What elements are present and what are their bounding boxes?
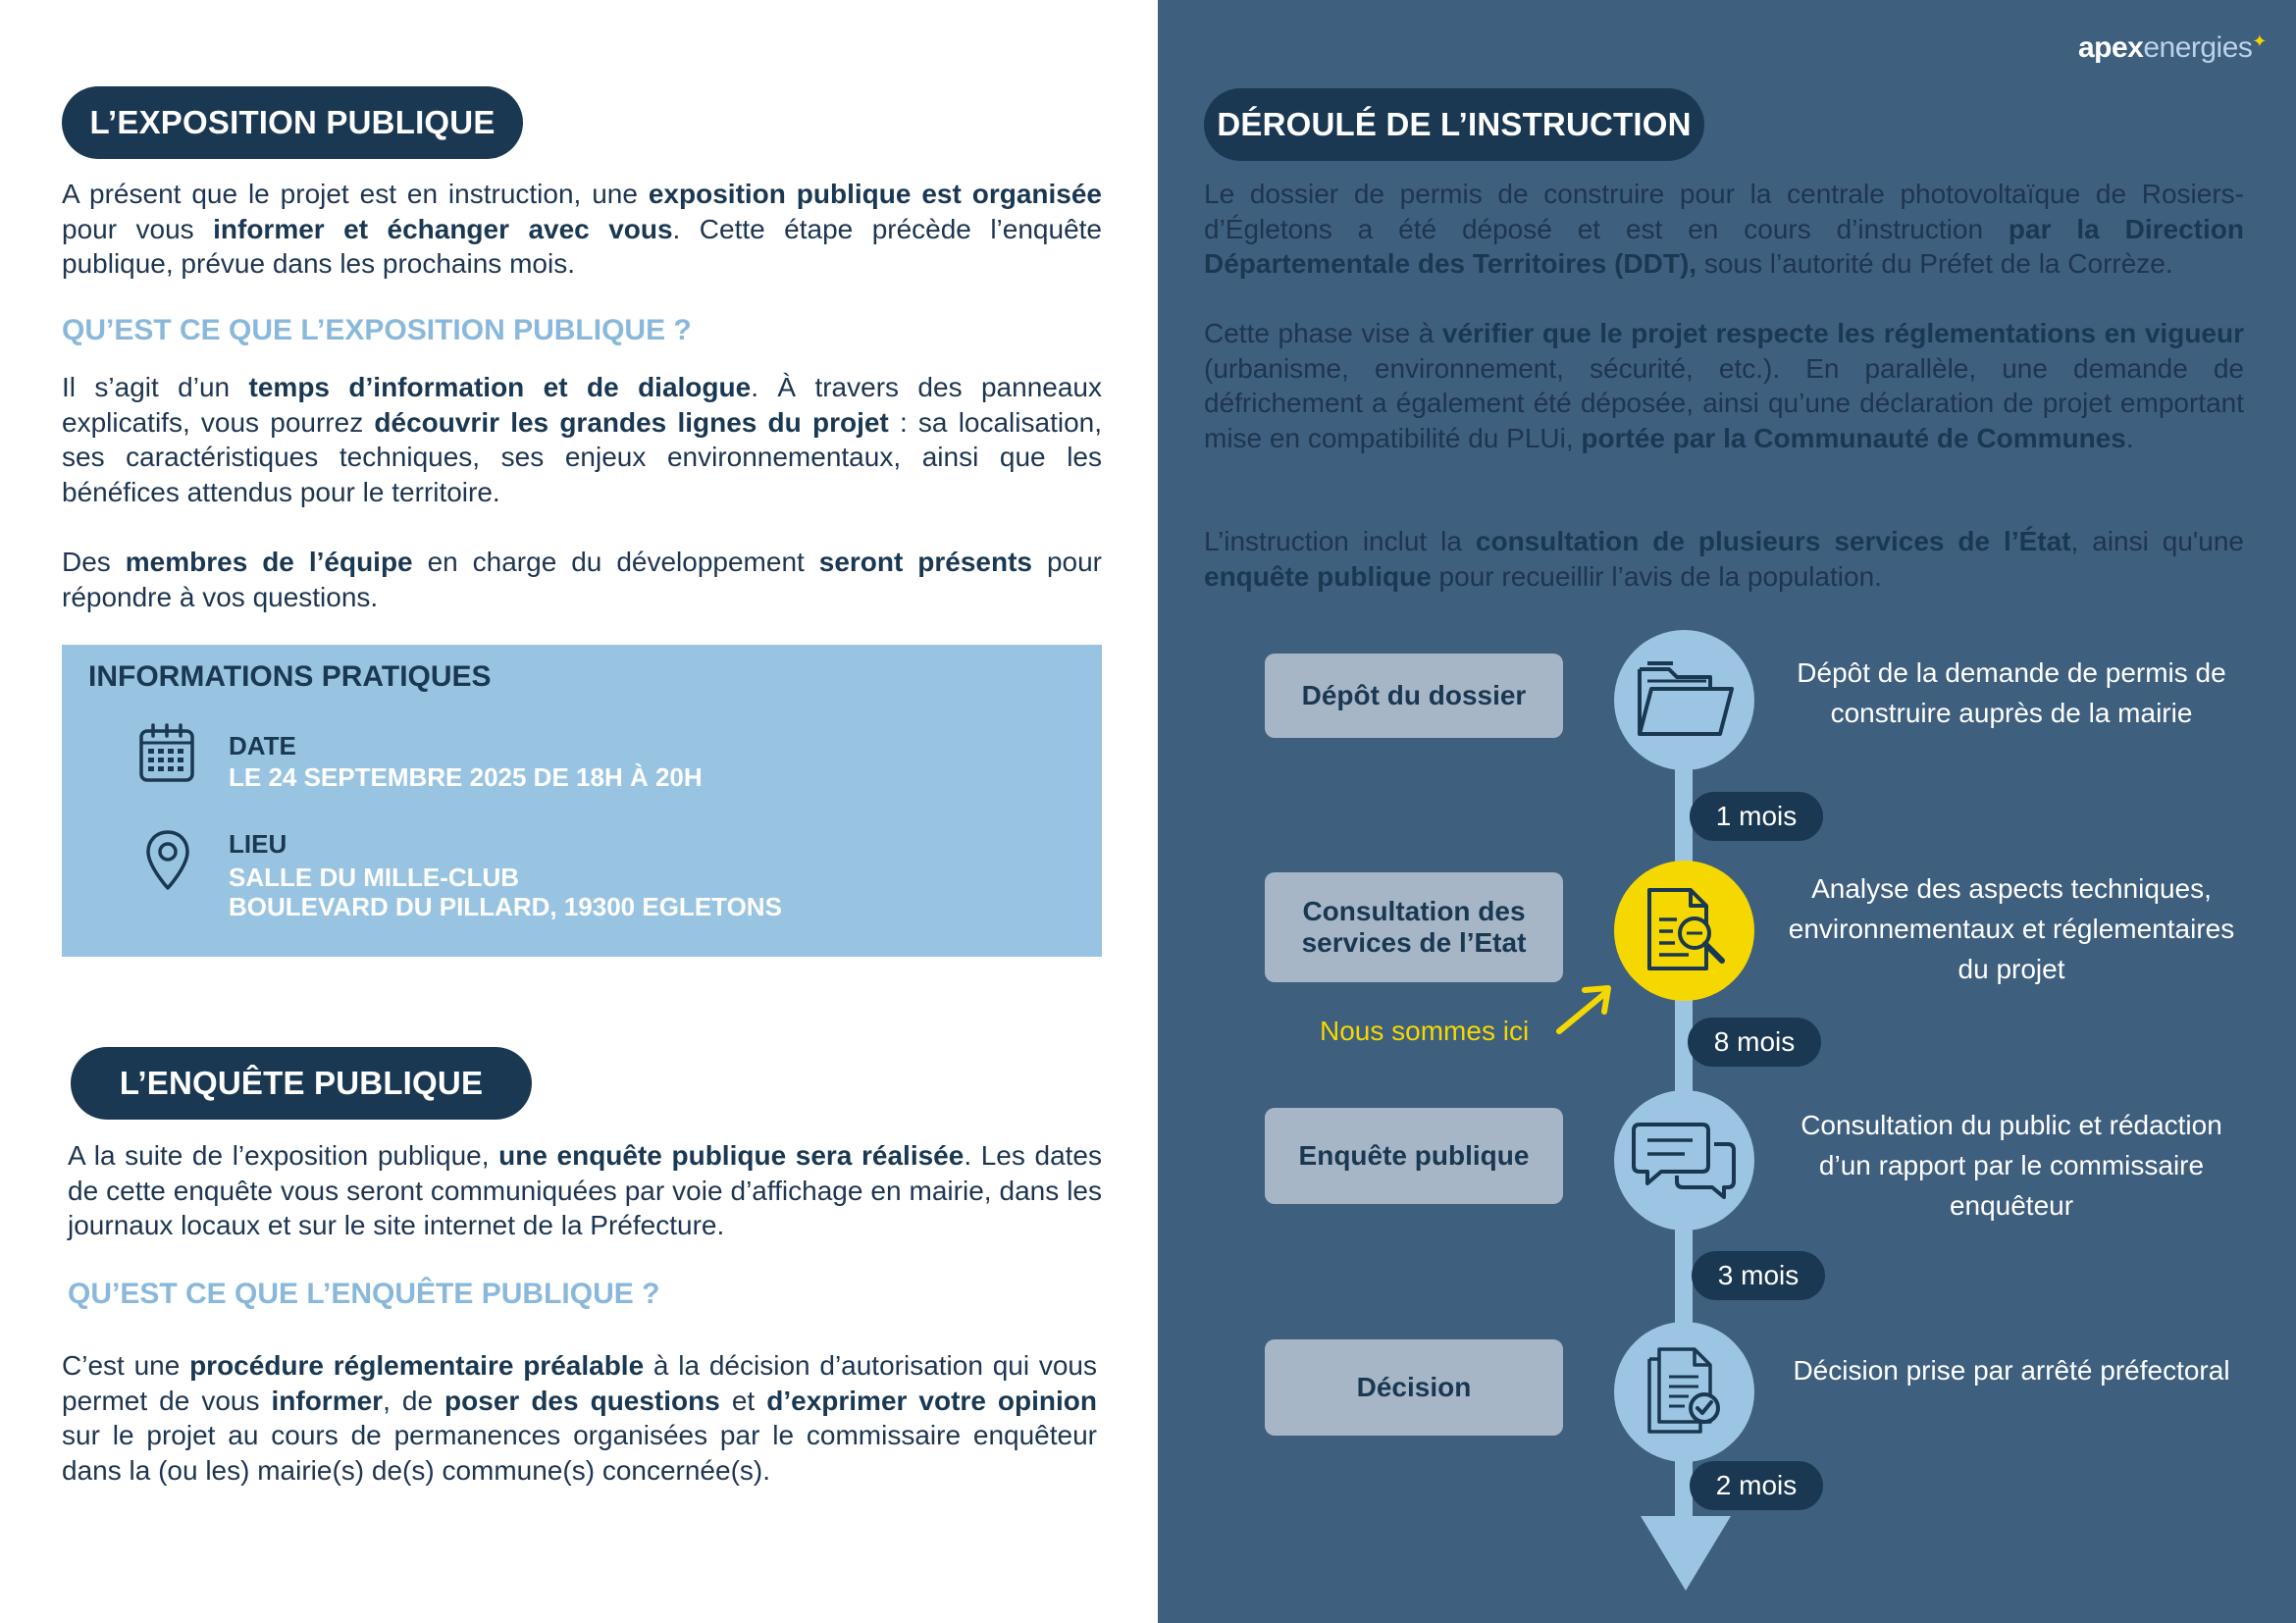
place-line2: BOULEVARD DU PILLARD, 19300 EGLETONS [229,892,782,921]
text-run: portée par la Communauté de Communes [1581,422,2126,453]
instruction-title: DÉROULÉ DE L’INSTRUCTION [1204,88,1704,161]
step-circle-consultation [1614,861,1754,1001]
text-run: seront présents [818,547,1032,577]
text-run: L’instruction inclut la [1204,526,1476,556]
exposition-title: L’EXPOSITION PUBLIQUE [62,86,523,159]
text-run: Le dossier de permis de construire pour la centrale photovoltaïque de Rosiers-d’Égletons a été déposé et est en cours d’instruction [1204,179,2244,244]
text-run: . À travers des panneaux explicatifs, vous pourrez [62,372,1102,438]
text-run: Il s’agit d’un [62,372,249,402]
enquete-answer [62,1348,1097,1488]
info-title: INFORMATIONS PRATIQUES [88,660,492,693]
step-box-consultation: Consultation des services de l’Etat [1265,872,1563,982]
text-run: sous l’autorité du Préfet de la Corrèze. [1696,248,2173,279]
date-label: DATE [229,731,296,760]
text-run: par la Direction Départementale des Territoires (DDT), [1204,213,2244,279]
exposition-intro [62,177,1102,282]
info-box [62,645,1102,957]
text-run: informer [271,1385,384,1416]
text-run: Des [62,547,126,577]
instruction-p2 [1204,316,2244,455]
text-run: : sa localisation, ses caractéristiques techniques, ses enjeux environnementaux, ainsi que les bénéfices attendus pour le territoire. [62,406,1102,507]
text-run: , ainsi qu'une [2070,526,2244,556]
text-run: vérifier que le projet respecte les réglementations en vigueur [1441,318,2244,348]
apex-logo [2078,31,2267,65]
logo-part1: apex [2077,31,2144,64]
step-desc-consultation: Analyse des aspects techniques, environnementaux et réglementaires du projet [1788,873,2235,984]
instruction-p3 [1204,524,2244,594]
exposition-team [62,545,1102,614]
text-run: . Les dates de cette enquête vous seront communiquées par voie d’affichage en mairie, dans les journaux locaux et sur le site internet de la Préfecture. [68,1140,1102,1240]
text-run: sur le projet au cours de permanences organisées par le commissaire enquêteur dans la (ou les) mairie(s) de(s) commune(s) concernée(s). [62,1420,1097,1486]
text-run: procédure réglementaire préalable [189,1350,645,1381]
logo-part2: energies [2143,31,2253,64]
text-run: en charge du développement [412,547,819,577]
text-run: A présent que le projet est en instruction, une [62,179,649,209]
step-circle-enquete [1614,1090,1754,1230]
place-line1: SALLE DU MILLE-CLUB [229,863,520,892]
spark-icon: ✦ [2252,31,2267,51]
text-run: d’exprimer votre opinion [766,1385,1097,1416]
text-run: membres de l’équipe [125,547,413,577]
duration-4: 2 mois [1690,1461,1823,1510]
text-run: (urbanisme, environnement, sécurité, etc.). En parallèle, une demande de défrichement a également été déposée, ainsi qu’une déclaration de projet emportant mise en compatibilité du PLUi, [1204,352,2244,453]
text-run: poser des questions [444,1385,720,1416]
enquete-title: L’ENQUÊTE PUBLIQUE [71,1047,532,1120]
step-desc-depot: Dépôt de la demande de permis de construire auprès de la mairie [1797,657,2226,728]
text-run: découvrir les grandes lignes du projet [374,406,889,438]
duration-3: 3 mois [1692,1251,1825,1300]
text-run: , de [383,1385,445,1416]
step-desc-decision: Décision prise par arrêté préfectoral [1793,1355,2230,1386]
text-run: enquête publique [1204,560,1432,592]
location-pin-icon [144,829,191,892]
calendar-icon [138,723,195,784]
text-run: une enquête publique sera réalisée [498,1140,965,1171]
text-run: et [719,1385,767,1416]
text-run: consultation de plusieurs services de l’État [1475,526,2071,556]
step-circle-decision [1614,1322,1754,1462]
text-run: exposition publique est organisée [648,179,1102,209]
exposition-question: QU’EST CE QUE L’EXPOSITION PUBLIQUE ? [62,314,692,346]
document-check-icon [1638,1345,1732,1440]
instruction-p1 [1204,177,2244,282]
step-circle-depot [1614,630,1754,770]
text-run: pour recueillir l’avis de la population. [1431,560,1882,592]
text-run: informer et échanger avec vous [213,213,673,244]
text-run: pour répondre à vos questions. [62,547,1102,612]
duration-1: 1 mois [1690,792,1823,841]
text-run: à la décision d’autorisation qui vous permet de vous [62,1350,1097,1416]
duration-2: 8 mois [1688,1018,1821,1067]
place-label: LIEU [229,829,287,859]
step-box-depot: Dépôt du dossier [1265,654,1563,738]
folder-icon [1634,659,1736,742]
exposition-answer [62,370,1102,509]
document-search-icon [1638,884,1732,978]
arrow-pointer-icon [1555,984,1614,1035]
text-run: Cette phase vise à [1204,318,1442,348]
step-desc-enquete: Consultation du public et rédaction d’un rapport par le commissaire enquêteur [1800,1110,2222,1221]
enquete-question: QU’EST CE QUE L’ENQUÊTE PUBLIQUE ? [68,1278,660,1310]
text-run: C’est une [62,1350,190,1381]
here-label: Nous sommes ici [1320,1016,1530,1046]
text-run: A la suite de l’exposition publique, [68,1140,499,1171]
step-box-enquete: Enquête publique [1265,1108,1563,1204]
enquete-intro [68,1138,1102,1243]
timeline-arrow-icon [1641,1516,1731,1591]
date-value: LE 24 SEPTEMBRE 2025 DE 18H À 20H [229,762,703,792]
text-run: . [2125,422,2134,453]
chat-bubbles-icon [1632,1119,1738,1203]
step-box-decision: Décision [1265,1339,1563,1436]
text-run: . Cette étape précède l’enquête publique, prévue dans les prochains mois. [62,213,1102,279]
text-run: temps d’information et de dialogue [248,372,752,402]
text-run: pour vous [62,213,214,244]
